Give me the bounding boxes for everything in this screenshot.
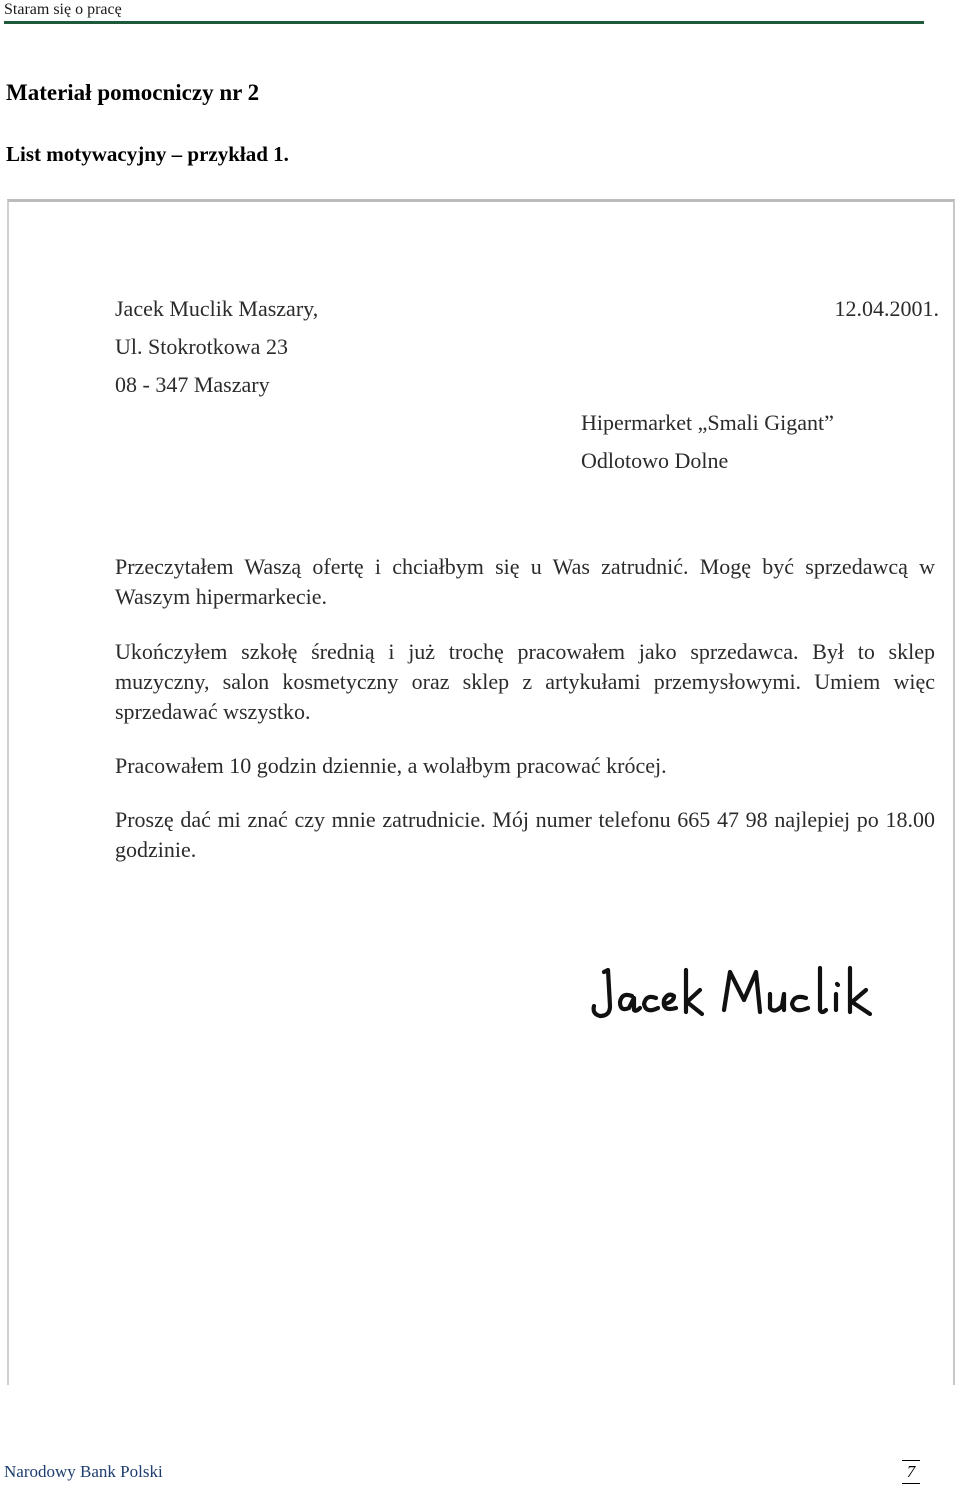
letter-date: 12.04.2001. bbox=[834, 296, 939, 321]
sender-street-line: Ul. Stokrotkowa 23 bbox=[115, 334, 288, 359]
recipient-name-line: Hipermarket „Smali Gigant” bbox=[581, 410, 834, 435]
letter-paragraph: Proszę dać mi znać czy mnie zatrudnicie. Mój numer telefonu 665 47 98 najlepiej po 18.00 godzinie. bbox=[115, 807, 935, 862]
header-divider bbox=[4, 21, 924, 24]
footer-organization: Narodowy Bank Polski bbox=[4, 1462, 163, 1481]
letter-scan bbox=[7, 199, 955, 1385]
recipient-address bbox=[581, 404, 834, 480]
recipient-city-line: Odlotowo Dolne bbox=[581, 448, 729, 473]
letter-paragraph: Ukończyłem szkołę średnią i już trochę pracowałem jako sprzedawca. Był to sklep muzyczny, salon kosmetyczny oraz sklep z artykułami przemysłowymi. Umiem więc sprzedawać wszystko. bbox=[115, 639, 935, 724]
sender-address bbox=[115, 290, 318, 404]
signature-drawing bbox=[574, 954, 894, 1034]
letter-paragraph: Pracowałem 10 godzin dziennie, a wolałbym pracować krócej. bbox=[115, 753, 667, 778]
example-title: List motywacyjny – przykład 1. bbox=[6, 142, 289, 166]
letter-paragraph: Przeczytałem Waszą ofertę i chciałbym się u Was zatrudnić. Mogę być sprzedawcą w Waszym hipermarkecie. bbox=[115, 554, 935, 609]
material-title: Materiał pomocniczy nr 2 bbox=[6, 80, 260, 105]
signature-text bbox=[574, 954, 579, 955]
sender-city-line: 08 - 347 Maszary bbox=[115, 372, 270, 397]
running-header-title: Staram się o pracę bbox=[4, 1, 122, 18]
handwritten-signature bbox=[574, 954, 894, 1034]
page-number: 7 bbox=[902, 1460, 920, 1484]
sender-name-line: Jacek Muclik Maszary, bbox=[115, 296, 319, 321]
